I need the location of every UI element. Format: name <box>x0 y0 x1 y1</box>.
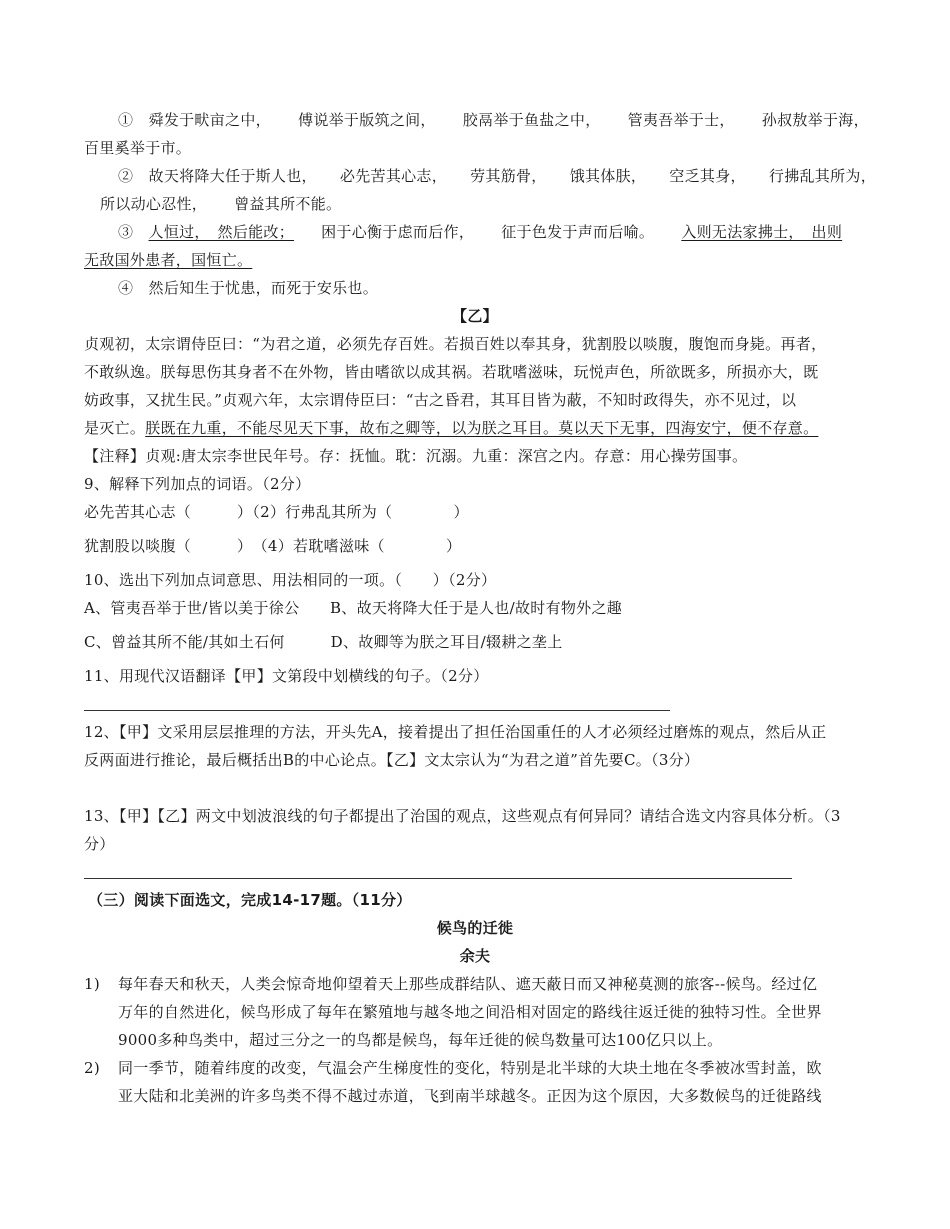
jia-p4-line1 <box>118 278 378 298</box>
text-segment: 所以动心忍性， <box>100 195 208 213</box>
question-9-items-b: 犹割股以啖腹（ ） （4）若耽嗜滋味（ ） <box>84 537 462 555</box>
yi-note: 【注释】贞观:唐太宗李世民年号。存：抚恤。耽：沉溺。九重：深宫之内。存意：用心操劳国事。 <box>84 447 748 465</box>
text-segment: 劳其筋骨， <box>470 167 547 185</box>
yi-line2: 不敢纵逸。朕每思伤其身者不在外物，皆由嗜欲以成其祸。若耽嗜滋味，玩悦声色，所欲既多，所损亦大，既 <box>84 363 819 381</box>
text-segment: 困于心衡于虑而后作， <box>321 223 475 241</box>
yi-line4 <box>84 418 818 438</box>
article-p1-line1: 每年春天和秋天，人类会惊奇地仰望着天上那些成群结队、遮天蔽日而又神秘莫测的旅客--候鸟。经过亿 <box>118 975 818 993</box>
text-segment: 傅说举于版筑之间， <box>298 111 436 129</box>
question-10-options-cd: C、曾益其所不能/其如土石何 D、故卿等为朕之耳目/辍耕之垄上 <box>84 633 563 651</box>
underlined-sentence: 人恒过， 然后能改； <box>148 223 295 241</box>
text-segment: 然后知生于忧患，而死于安乐也。 <box>148 279 379 297</box>
question-12-line1: 12、【甲】文采用层层推理的方法，开头先A，接着提出了担任治国重任的人才必须经过磨炼的观点，然后从正 <box>84 723 827 741</box>
question-11: 11、用现代汉语翻译【甲】文第段中划横线的句子。（2分） <box>84 667 489 685</box>
yi-line1: 贞观初，太宗谓侍臣曰：“为君之道，必须先存百姓。若损百姓以奉其身，犹割股以啖腹，腹饱而身毙。再者， <box>84 335 827 353</box>
text-segment: 管夷吾举于士， <box>627 111 735 129</box>
text-segment: 胶鬲举于鱼盐之中， <box>462 111 601 129</box>
text-segment: 故天将降大任于斯人也， <box>148 167 317 185</box>
text-segment: 空乏其身， <box>669 167 746 185</box>
answer-line[interactable] <box>84 878 792 879</box>
question-10: 10、选出下列加点词意思、用法相同的一项。（ ）（2分） <box>84 571 497 589</box>
para-number: 1) <box>84 975 100 993</box>
text-segment: 曾益其所不能。 <box>234 195 342 213</box>
underlined-sentence: 入则无法家拂士， 出则 <box>681 223 843 241</box>
question-9: 9、解释下列加点的词语。（2分） <box>84 475 311 493</box>
text-segment: 舜发于畎亩之中， <box>148 111 271 129</box>
section-3-heading: （三）阅读下面选文，完成14-17题。（11分） <box>88 891 412 909</box>
article-p2-line1: 同一季节，随着纬度的改变，气温会产生梯度性的变化，特别是北半球的大块土地在冬季被冰雪封盖，欧 <box>118 1059 822 1077</box>
yi-heading: 【乙】 <box>452 307 498 325</box>
question-9-items-a: 必先苦其心志（ ）（2）行弗乱其所为（ ） <box>84 503 469 521</box>
article-p1-line3: 9000多种鸟类中，超过三分之一的鸟都是候鸟，每年迁徙的候鸟数量可达100亿只以上。 <box>118 1031 723 1049</box>
para-number: ③ <box>118 223 134 241</box>
para-number: ④ <box>118 279 134 297</box>
para-number: ① <box>118 111 134 129</box>
article-p2-line2: 亚大陆和北美洲的许多鸟类不得不越过赤道，飞到南半球越冬。正因为这个原因，大多数候鸟的迁徙路线 <box>118 1087 822 1105</box>
jia-p1-line1 <box>118 110 869 130</box>
jia-p2-line1 <box>118 166 876 186</box>
jia-p3-line1 <box>118 222 842 242</box>
jia-p2-line2 <box>100 194 341 214</box>
text-segment: 孙叔敖举于海， <box>761 111 869 129</box>
question-10-options-ab: A、管夷吾举于世/皆以美于徐公 B、故天将降大任于是人也/故时有物外之趣 <box>84 599 623 617</box>
text-segment: 饿其体肤， <box>569 167 647 185</box>
jia-p1-line2: 百里奚举于市。 <box>84 139 192 157</box>
article-title: 候鸟的迁徙 <box>436 919 514 937</box>
question-13-line2: 分） <box>84 835 115 853</box>
question-13-line1: 13、【甲】【乙】两文中划波浪线的句子都提出了治国的观点，这些观点有何异同？请结合选文内容具体分析。（3 <box>84 807 841 825</box>
yi-line3: 妨政事，又扰生民。”贞观六年，太宗谓侍臣曰：“古之昏君，其耳目皆为蔽，不知时政得失，亦不见过，以 <box>84 391 797 409</box>
underlined-sentence: 朕既在九重，不能尽见天下事，故布之卿等，以为朕之耳目。莫以天下无事，四海安宁，便不存意。 <box>145 419 819 437</box>
para-number: ② <box>118 167 134 185</box>
question-12-line2: 反两面进行推论，最后概括出B的中心论点。【乙】文太宗认为“为君之道”首先要C。（3分） <box>84 751 700 769</box>
article-author: 余夫 <box>459 947 491 965</box>
text-segment: 是灭亡。 <box>84 419 146 437</box>
text-segment: 行拂乱其所为， <box>768 167 876 185</box>
text-segment: 必先苦其心志， <box>339 167 448 185</box>
jia-p3-line2: 无敌国外患者，国恒亡。 <box>84 251 253 269</box>
para-number: 2) <box>84 1059 100 1077</box>
text-segment: 征于色发于声而后喻。 <box>501 223 655 241</box>
answer-line[interactable] <box>84 710 670 711</box>
article-p1-line2: 万年的自然进化，候鸟形成了每年在繁殖地与越冬地之间沿相对固定的路线往返迁徙的独特习性。全世界 <box>118 1003 822 1021</box>
